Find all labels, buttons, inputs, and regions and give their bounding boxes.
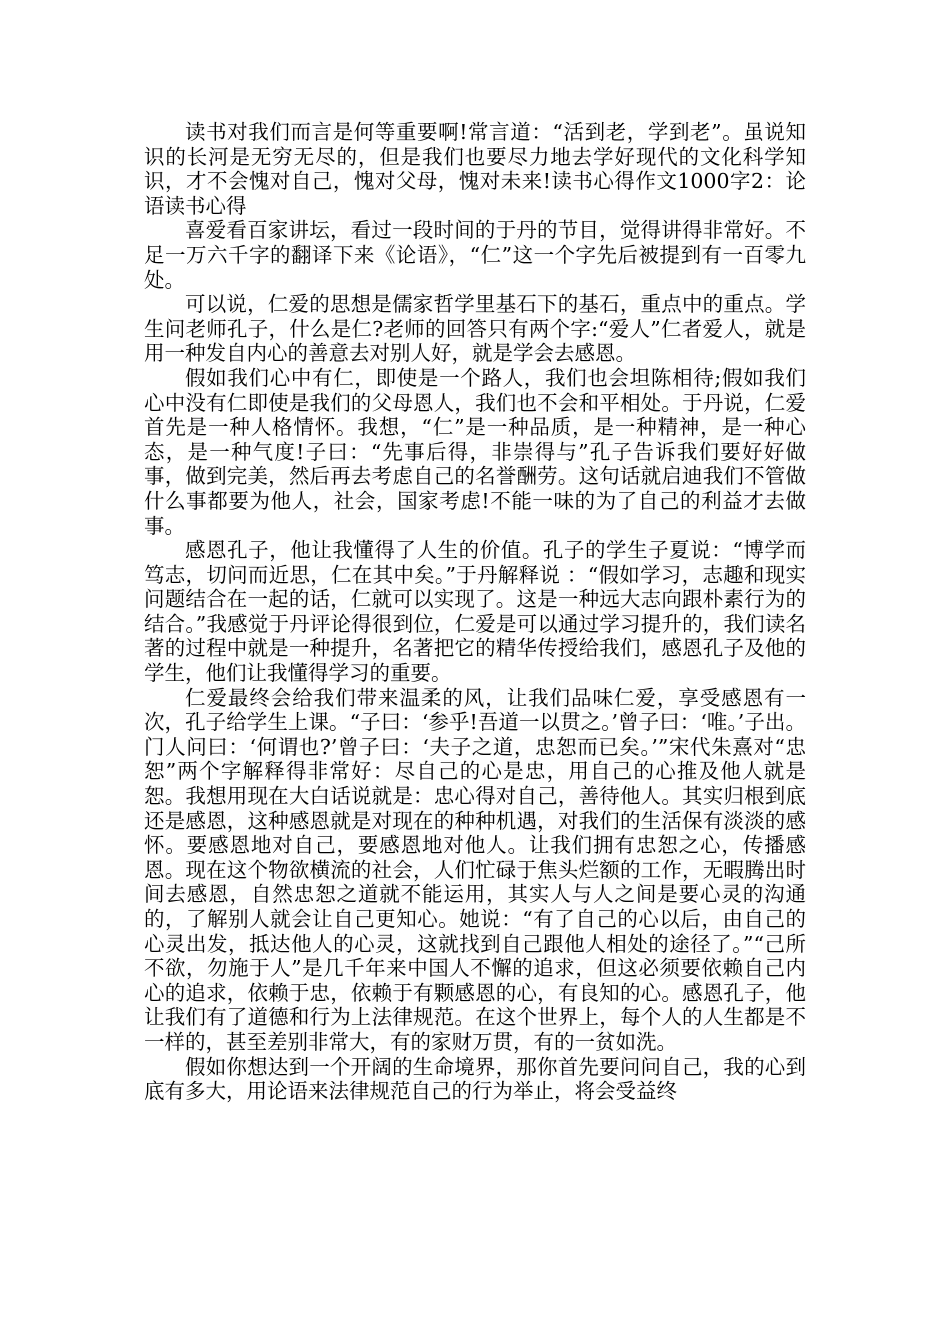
- paragraph-3: 可以说，仁爱的思想是儒家哲学里基石下的基石，重点中的重点。学生问老师孔子，什么是仁?老师的回答只有两个字:“爱人”仁者爱人，就是用一种发自内心的善意去对别人好，就是学会去感恩。: [144, 292, 806, 366]
- paragraph-1: 读书对我们而言是何等重要啊!常言道：“活到老，学到老”。虽说知识的长河是无穷无尽的，但是我们也要尽力地去学好现代的文化科学知识，才不会愧对自己，愧对父母，愧对未来!读书心得作文1000字2：论语读书心得: [144, 120, 806, 218]
- paragraph-4: 假如我们心中有仁，即使是一个路人，我们也会坦陈相待;假如我们心中没有仁即使是我们的父母恩人，我们也不会和平相处。于丹说，仁爱首先是一种人格情怀。我想，“仁”是一种品质，是一种精神，是一种心态，是一种气度!子曰：“先事后得，非崇得与”孔子告诉我们要好好做事，做到完美，然后再去考虑自己的名誉酬劳。这句话就启迪我们不管做什么事都要为他人，社会，国家考虑!不能一味的为了自己的利益才去做事。: [144, 365, 806, 538]
- paragraph-6: 仁爱最终会给我们带来温柔的风，让我们品味仁爱，享受感恩有一次，孔子给学生上课。“子曰：‘参乎!吾道一以贯之。’曾子曰：‘唯。’子出。门人问曰：‘何谓也?’曾子曰：‘夫子之道，忠恕而已矣。’”宋代朱熹对“忠恕”两个字解释得非常好：尽自己的心是忠，用自己的心推及他人就是恕。我想用现在大白话说就是：忠心得对自己，善待他人。其实归根到底还是感恩，这种感恩就是对现在的种种机遇，对我们的生活保有淡淡的感怀。要感恩地对自己，要感恩地对他人。让我们拥有忠恕之心，传播感恩。现在这个物欲横流的社会，人们忙碌于焦头烂额的工作，无暇腾出时间去感恩，自然忠恕之道就不能运用，其实人与人之间是要心灵的沟通的，了解别人就会让自己更知心。她说：“有了自己的心以后，由自己的心灵出发，抵达他人的心灵，这就找到自己跟他人相处的途径了。”“己所不欲，勿施于人”是几千年来中国人不懈的追求，但这必须要依赖自己内心的追求，依赖于忠，依赖于有颗感恩的心，有良知的心。感恩孔子，他让我们有了道德和行为上法律规范。在这个世界上，每个人的人生都是不一样的，甚至差别非常大，有的家财万贯，有的一贫如洗。: [144, 685, 806, 1054]
- paragraph-7: 假如你想达到一个开阔的生命境界，那你首先要问问自己，我的心到底有多大，用论语来法律规范自己的行为举止，将会受益终: [144, 1054, 806, 1104]
- paragraph-2: 喜爱看百家讲坛，看过一段时间的于丹的节目，觉得讲得非常好。不足一万六千字的翻译下来《论语》，“仁”这一个字先后被提到有一百零九处。: [144, 218, 806, 292]
- document-body: [144, 120, 806, 1104]
- paragraph-5: 感恩孔子，他让我懂得了人生的价值。孔子的学生子夏说：“博学而笃志，切问而近思，仁在其中矣。”于丹解释说 ：“假如学习，志趣和现实问题结合在一起的话，仁就可以实现了。这是一种远大志向跟朴素行为的结合。”我感觉于丹评论得很到位，仁爱是可以通过学习提升的，我们读名著的过程中就是一种提升，名著把它的精华传授给我们，感恩孔子及他的学生，他们让我懂得学习的重要。: [144, 538, 806, 686]
